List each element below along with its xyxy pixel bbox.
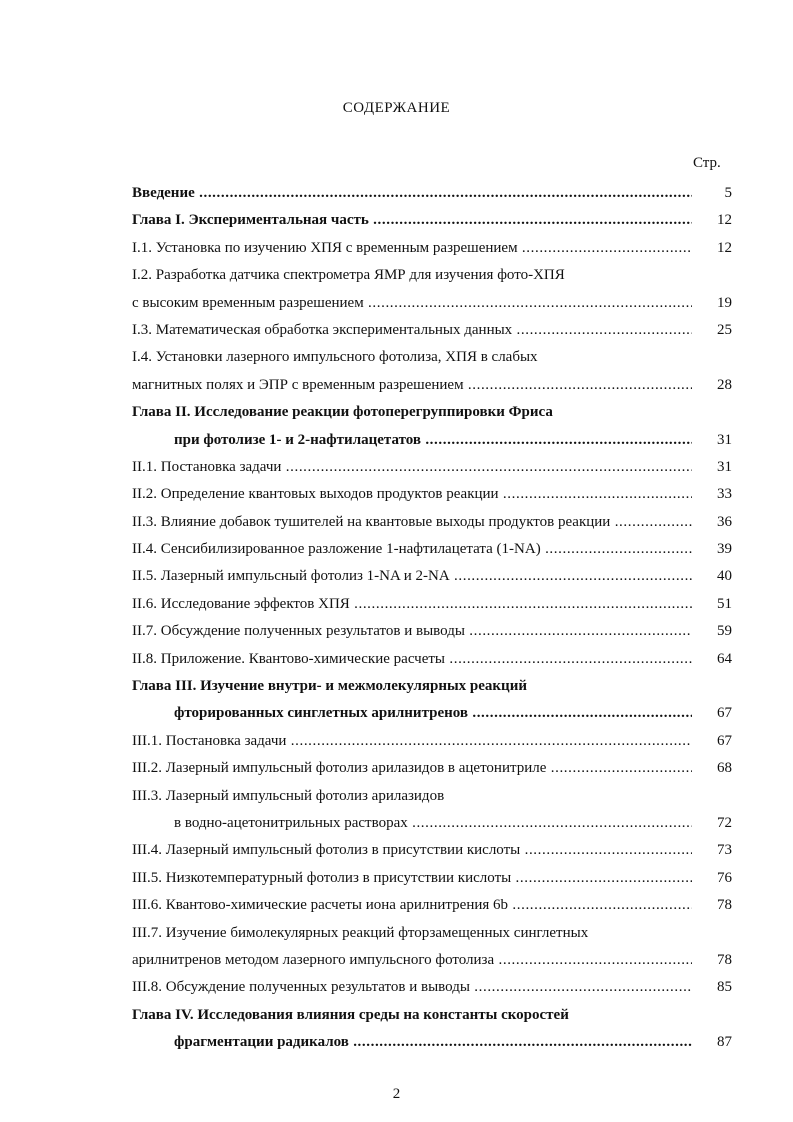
toc-entry-page: 67 [717, 732, 732, 749]
toc-entry [132, 920, 730, 947]
toc-entry-title: III.7. Изучение бимолекулярных реакций фторзамещенных синглетных [132, 924, 589, 941]
toc-entry-title: арилнитренов методом лазерного импульсного фотолиза ..... [132, 947, 692, 974]
toc-entry [132, 728, 730, 755]
toc-entry-title: с высоким временным разрешением ..... [132, 290, 692, 317]
toc-entry [132, 974, 730, 1001]
toc-entry-page: 5 [724, 185, 732, 201]
toc-entry-title: III.1. Постановка задачи ..... [132, 728, 692, 755]
toc-entry-page: 40 [717, 568, 732, 585]
toc-entry [132, 235, 730, 262]
toc-entry-title: Введение ..... [132, 180, 692, 207]
toc-entry [132, 646, 730, 673]
toc-entry-title: магнитных полях и ЭПР с временным разрешением ..... [132, 372, 692, 399]
toc-entry-title: III.5. Низкотемпературный фотолиз в присутствии кислоты ..... [132, 865, 692, 892]
toc-entry-title: I.1. Установка по изучению ХПЯ с временным разрешением ..... [132, 235, 692, 262]
toc-entry [132, 262, 730, 289]
toc-entry-page: 76 [717, 869, 732, 886]
toc-entry-page: 78 [717, 951, 732, 968]
toc-entry-title: Глава III. Изучение внутри- и межмолекулярных реакций [132, 678, 527, 695]
toc-entry-page: 72 [717, 814, 732, 831]
toc-entry [132, 481, 730, 508]
toc-entry [132, 454, 730, 481]
toc-entry-title: I.3. Математическая обработка экспериментальных данных ..... [132, 317, 692, 344]
toc-entry-title: Глава I. Экспериментальная часть ..... [132, 207, 692, 234]
toc-entry-title: в водно-ацетонитрильных растворах ..... [174, 810, 692, 837]
toc-entry [132, 865, 730, 892]
toc-entry-page: 12 [717, 212, 732, 229]
toc-entry [132, 591, 730, 618]
toc-entry [132, 947, 730, 974]
toc-entry-title: II.3. Влияние добавок тушителей на квантовые выходы продуктов реакции ..... [132, 509, 692, 536]
toc-entry [132, 317, 730, 344]
table-of-contents [132, 180, 730, 1057]
toc-entry-title: III.4. Лазерный импульсный фотолиз в присутствии кислоты ..... [132, 837, 692, 864]
toc-entry-title: II.1. Постановка задачи ..... [132, 454, 692, 481]
toc-entry-title: фторированных синглетных арилнитренов ..... [174, 700, 692, 727]
toc-entry [132, 536, 730, 563]
toc-entry-page: 12 [717, 239, 732, 256]
toc-entry [132, 427, 730, 454]
toc-entry-page: 68 [717, 760, 732, 777]
toc-entry-title: III.3. Лазерный импульсный фотолиз арилазидов [132, 787, 445, 804]
toc-entry-page: 87 [717, 1034, 732, 1051]
page-column-header: Стр. [693, 155, 721, 171]
toc-entry [132, 1029, 730, 1056]
toc-entry-page: 33 [717, 486, 732, 503]
toc-entry [132, 810, 730, 837]
toc-entry-title: Глава II. Исследование реакции фотоперегруппировки Фриса [132, 404, 553, 421]
toc-entry-page: 85 [717, 979, 732, 996]
toc-entry-title: II.2. Определение квантовых выходов продуктов реакции ..... [132, 481, 692, 508]
toc-entry [132, 673, 730, 700]
toc-entry-title: II.8. Приложение. Квантово-химические расчеты ..... [132, 646, 692, 673]
toc-entry [132, 399, 730, 426]
toc-entry [132, 207, 730, 234]
toc-entry-title: III.2. Лазерный импульсный фотолиз арилазидов в ацетонитриле ..... [132, 755, 692, 782]
toc-entry-page: 36 [717, 513, 732, 530]
toc-entry [132, 372, 730, 399]
toc-entry-page: 31 [717, 431, 732, 448]
toc-entry-title: фрагментации радикалов ..... [174, 1029, 692, 1056]
toc-entry-title: II.5. Лазерный импульсный фотолиз 1-NA и 2-NA ..... [132, 563, 692, 590]
toc-entry-title: III.8. Обсуждение полученных результатов и выводы ..... [132, 974, 692, 1001]
toc-entry-page: 59 [717, 623, 732, 640]
toc-entry-title: II.7. Обсуждение полученных результатов и выводы ..... [132, 618, 692, 645]
toc-entry [132, 344, 730, 371]
toc-entry [132, 563, 730, 590]
toc-entry-page: 73 [717, 842, 732, 859]
toc-entry [132, 755, 730, 782]
toc-entry-page: 51 [717, 595, 732, 612]
toc-entry-page: 64 [717, 650, 732, 667]
toc-entry [132, 290, 730, 317]
toc-entry-title: II.4. Сенсибилизированное разложение 1-нафтилацетата (1-NA) ..... [132, 536, 692, 563]
toc-entry-title: II.6. Исследование эффектов ХПЯ ..... [132, 591, 692, 618]
toc-entry-title: I.4. Установки лазерного импульсного фотолиза, ХПЯ в слабых [132, 349, 538, 366]
toc-entry-page: 78 [717, 897, 732, 914]
toc-entry-title: I.2. Разработка датчика спектрометра ЯМР для изучения фото-ХПЯ [132, 267, 565, 284]
toc-entry [132, 783, 730, 810]
toc-entry [132, 700, 730, 727]
toc-entry [132, 892, 730, 919]
toc-entry [132, 509, 730, 536]
toc-entry-title: Глава IV. Исследования влияния среды на константы скоростей [132, 1006, 569, 1023]
toc-entry [132, 180, 730, 207]
toc-entry [132, 837, 730, 864]
page-title: СОДЕРЖАНИЕ [342, 100, 451, 116]
toc-entry-page: 67 [717, 705, 732, 722]
toc-entry-page: 19 [717, 294, 732, 311]
toc-entry-page: 28 [717, 376, 732, 393]
toc-entry-page: 39 [717, 541, 732, 558]
toc-entry-title: при фотолизе 1- и 2-нафтилацетатов ..... [174, 427, 692, 454]
page-number: 2 [392, 1086, 401, 1102]
toc-entry-title: III.6. Квантово-химические расчеты иона арилнитрения 6b ..... [132, 892, 692, 919]
toc-entry-page: 31 [717, 458, 732, 475]
toc-entry-page: 25 [717, 321, 732, 338]
toc-entry [132, 618, 730, 645]
toc-entry [132, 1002, 730, 1029]
